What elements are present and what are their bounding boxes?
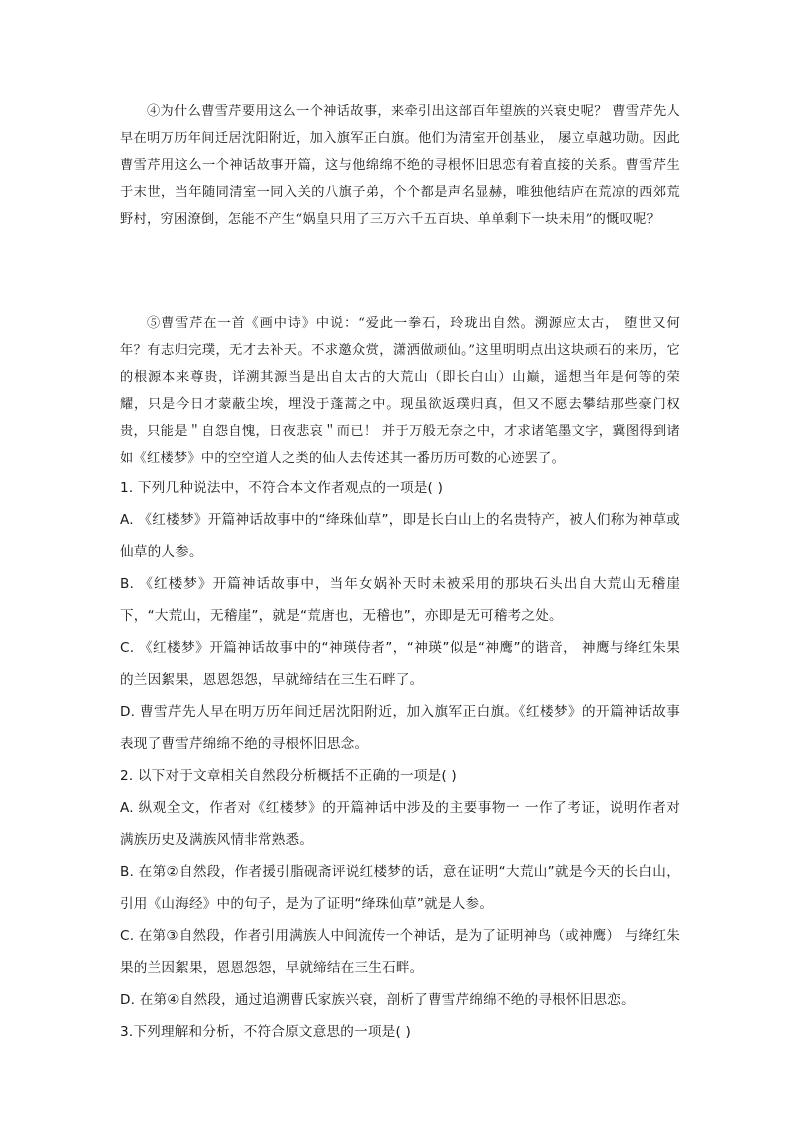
question-1-option-d: D. 曹雪芹先人早在明万历年间迁居沈阳附近，加入旗军正白旗。《红楼梦》的开篇神话故事表现了曹雪芹绵绵不绝的寻根怀旧思念。 <box>120 704 680 752</box>
question-1-option-a: A. 《红楼梦》开篇神话故事中的“绛珠仙草”，即是长白山上的名贵特产，被人们称为神草或仙草的人参。 <box>120 512 680 560</box>
question-1-option-b: B. 《红楼梦》开篇神话故事中，当年女娲补天时未被采用的那块石头出自大荒山无稽崖下，“大荒山，无稽崖”，就是“荒唐也，无稽也”，亦即是无可稽考之处。 <box>120 576 680 624</box>
question-1 <box>120 472 680 760</box>
question-3 <box>120 1016 680 1048</box>
question-1-option-c: C. 《红楼梦》开篇神话故事中的“神瑛侍者”，“神瑛”似是“神鹰”的谐音， 神鹰与绛红朱果的兰因絮果，恩恩怨怨，早就缔结在三生石畔了。 <box>120 640 680 688</box>
passage-paragraph-5: ⑤曹雪芹在一首《画中诗》中说：“爱此一拳石，玲珑出自然。溯源应太古， 堕世又何年？有志归完璞，无才去补天。不求邀众赏，潇洒做顽仙。”这里明明点出这块顽石的来历，它的根源本来尊贵，详溯其源当是出自太古的大荒山（即长白山）山巅，遥想当年是何等的荣耀，只是今日才蒙蔽尘埃，埋没于蓬蒿之中。现虽欲返璞归真，但又不愿去攀结那些豪门权贵，只能是＂自怨自愧，日夜悲哀＂而已！ 并于万般无奈之中，才求诸笔墨文字，冀图得到诸如《红楼梦》中的空空道人之类的仙人去传述其一番历历可数的心迹罢了。 <box>120 316 680 466</box>
passage-paragraph-4: ④为什么曹雪芹要用这么一个神话故事，来牵引出这部百年望族的兴衰史呢？ 曹雪芹先人早在明万历年间迁居沈阳附近，加入旗军正白旗。他们为清室开创基业， 屡立卓越功勋。因此曹雪芹用这么一个神话故事开篇，这与他绵绵不绝的寻根怀旧思恋有着直接的关系。曹雪芹生于末世，当年随同清室一同入关的八旗子弟，个个都是声名显赫，唯独他结庐在荒凉的西郊荒野村，穷困潦倒，怎能不产生“娲皇只用了三万六千五百块、单单剩下一块未用”的慨叹呢？ <box>120 104 680 227</box>
question-2-stem: 2. 以下对于文章相关自然段分析概括不正确的一项是( ) <box>120 768 457 784</box>
questions-section <box>120 472 680 1048</box>
question-1-stem: 1. 下列几种说法中，不符合本文作者观点的一项是( ) <box>120 480 444 496</box>
question-2-option-a: A. 纵观全文，作者对《红楼梦》的开篇神话中涉及的主要事物一 一作了考证，说明作者对满族历史及满族风情非常熟悉。 <box>120 800 680 848</box>
question-3-stem: 3.下列理解和分析，不符合原文意思的一项是( ) <box>120 1024 411 1040</box>
question-2-option-b: B. 在第②自然段，作者援引脂砚斋评说红楼梦的话，意在证明“大荒山”就是今天的长白山，引用《山海经》中的句子，是为了证明“绛珠仙草”就是人参。 <box>120 864 680 912</box>
question-2 <box>120 760 680 1016</box>
question-2-option-d: D. 在第④自然段，通过追溯曹氏家族兴衰，剖析了曹雪芹绵绵不绝的寻根怀旧思恋。 <box>120 992 635 1008</box>
question-2-option-c: C. 在第③自然段，作者引用满族人中间流传一个神话，是为了证明神鸟（或神鹰） 与绛红朱果的兰因絮果，恩恩怨怨，早就缔结在三生石畔。 <box>120 928 680 976</box>
